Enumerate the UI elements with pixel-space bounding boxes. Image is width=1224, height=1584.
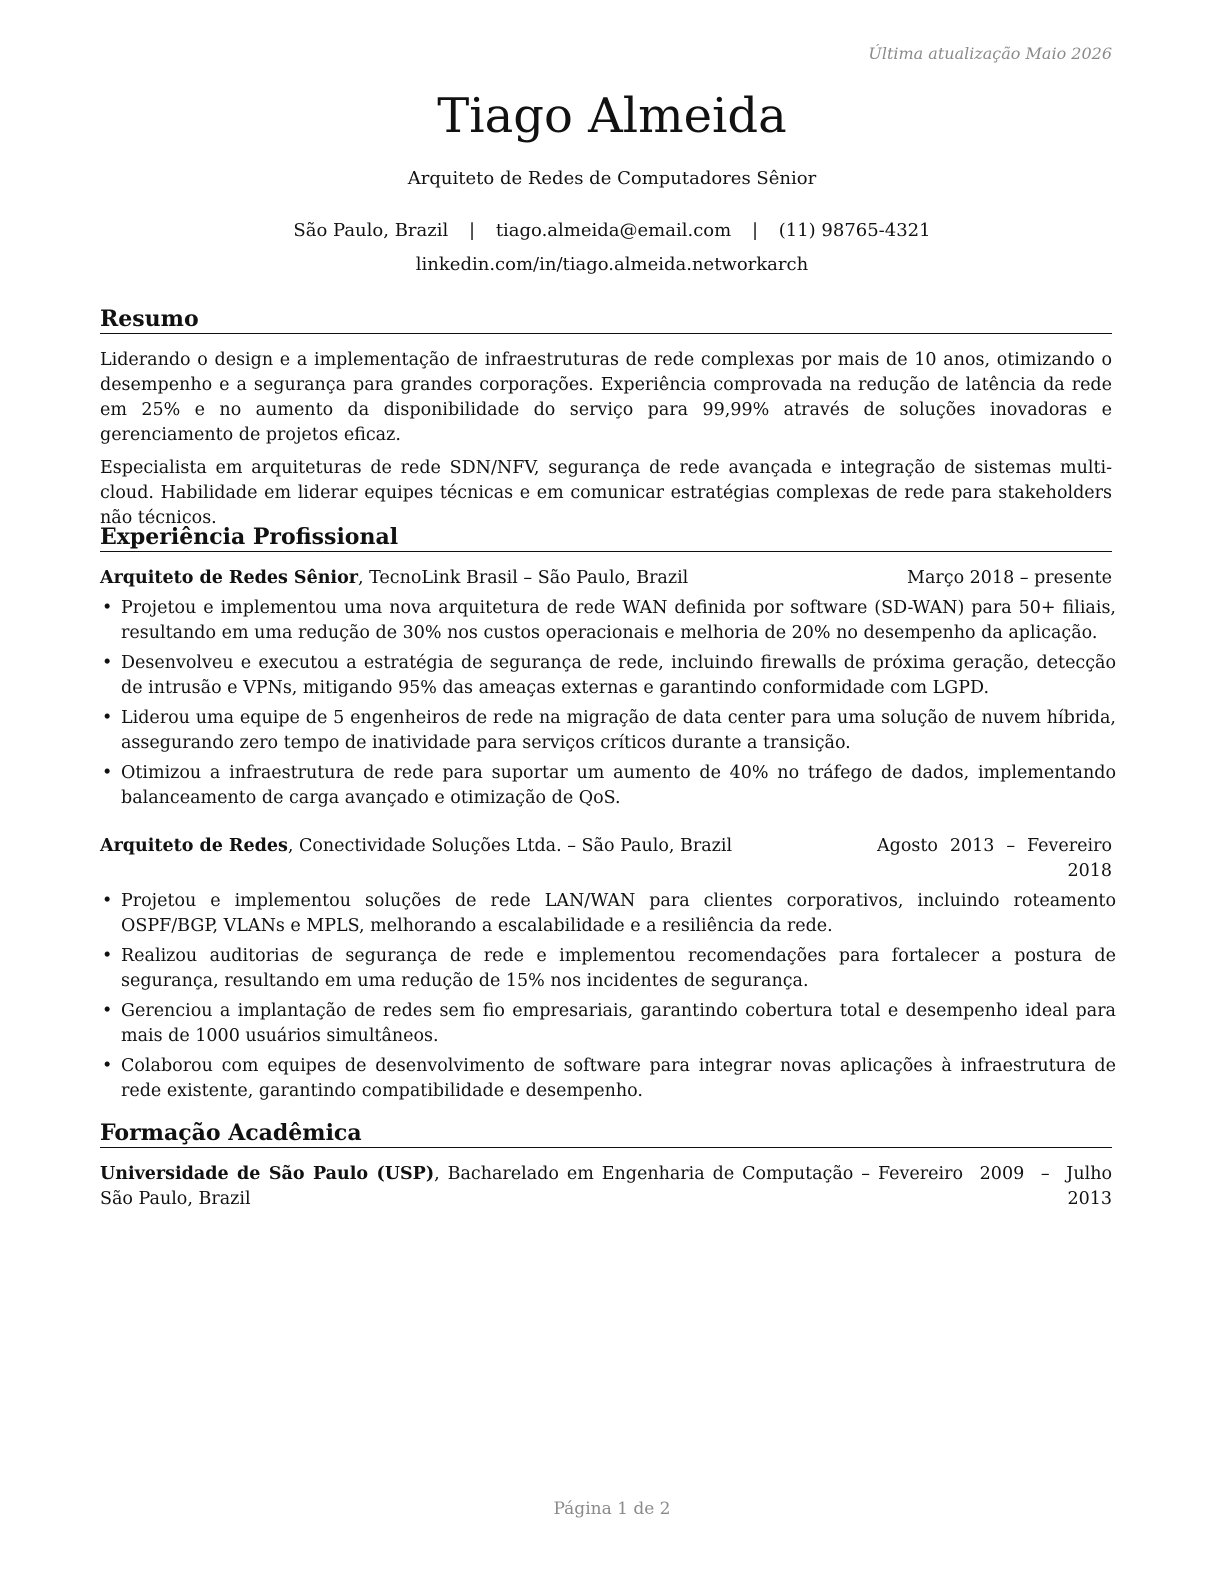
job-org: , TecnoLink Brasil – São Paulo, Brazil: [357, 568, 689, 588]
job-role: Arquiteto de Redes Sênior: [100, 568, 358, 588]
job-bullets: [100, 889, 1116, 1104]
job-dates: Março 2018 – presente: [907, 568, 1112, 588]
job-header: [100, 566, 1112, 591]
last-updated: Última atualização Maio 2026: [868, 44, 1112, 63]
degree: , Bacharelado em Engenharia de Computação – São Paulo, Brazil: [100, 1164, 870, 1209]
email-link[interactable]: tiago.almeida@email.com: [495, 220, 732, 241]
summary-paragraph: Especialista em arquiteturas de rede SDN/NFV, segurança de rede avançada e integração de sistemas multi-cloud. Habilidade em liderar equipes técnicas e em comunicar estratégias complexas de rede para stakeholders não técnicos.: [100, 458, 1112, 528]
list-item: • Realizou auditorias de segurança de rede e implementou recomendações para fortalecer a postura de segurança, resultando em uma redução de 15% nos incidentes de segurança.: [100, 944, 1116, 994]
job-role: Arquiteto de Redes: [100, 836, 288, 856]
page-number: Página 1 de 2: [553, 1499, 671, 1519]
list-item: • Colaborou com equipes de desenvolvimento de software para integrar novas aplicações à infraestrutura de rede existente, garantindo compatibilidade e desempenho.: [100, 1054, 1116, 1104]
list-item: • Projetou e implementou uma nova arquitetura de rede WAN definida por software (SD-WAN) para 50+ filiais, resultando em uma redução de 30% nos custos operacionais e melhoria de 20% no desempenho da aplicação.: [100, 596, 1116, 646]
education-entry: [100, 1162, 1112, 1212]
summary-paragraph: Liderando o design e a implementação de infraestruturas de rede complexas por mais de 10 anos, otimizando o desempenho e a segurança para grandes corporações. Experiência comprovada na redução de latência da rede em 25% e no aumento da disponibilidade do serviço para 99,99% através de soluções inovadoras e gerenciamento de projetos eficaz.: [100, 350, 1112, 445]
list-item: • Liderou uma equipe de 5 engenheiros de rede na migração de data center para uma solução de nuvem híbrida, assegurando zero tempo de inatividade para serviços críticos durante a transição.: [100, 706, 1116, 756]
job-org: , Conectividade Soluções Ltda. – São Paulo, Brazil: [287, 836, 733, 856]
summary-section: [100, 305, 1112, 531]
section-title: Formação Acadêmica: [100, 1119, 1112, 1148]
job-dates: Agosto 2013 – Fevereiro 2018: [877, 836, 1112, 881]
section-title: Resumo: [100, 305, 1112, 334]
list-item: • Gerenciou a implantação de redes sem fio empresariais, garantindo cobertura total e desempenho ideal para mais de 1000 usuários simultâneos.: [100, 999, 1116, 1049]
location: São Paulo, Brazil: [293, 220, 449, 241]
job-title-line: [100, 834, 732, 859]
contact-line: [0, 219, 1224, 243]
education-section: [100, 1119, 1112, 1212]
job-header: [100, 834, 1112, 884]
list-item: • Desenvolveu e executou a estratégia de segurança de rede, incluindo firewalls de próxima geração, detecção de intrusão e VPNs, mitigando 95% das ameaças externas e garantindo conformidade com LGPD.: [100, 651, 1116, 701]
candidate-title: Arquiteto de Redes de Computadores Sênior: [407, 168, 817, 189]
list-item: • Projetou e implementou soluções de rede LAN/WAN para clientes corporativos, incluindo roteamento OSPF/BGP, VLANs e MPLS, melhorando a escalabilidade e a resiliência da rede.: [100, 889, 1116, 939]
job-bullets: [100, 596, 1116, 811]
separator: |: [751, 220, 759, 241]
candidate-name: Tiago Almeida: [437, 88, 787, 144]
section-title: Experiência Profissional: [100, 523, 1112, 552]
school-name: Universidade de São Paulo (USP): [100, 1164, 435, 1184]
experience-section: [100, 523, 1116, 1104]
separator: |: [469, 220, 476, 241]
job-title-line: [100, 566, 688, 591]
phone: (11) 98765-4321: [778, 220, 931, 241]
education-dates: Fevereiro 2009 – Julho 2013: [878, 1164, 1112, 1209]
linkedin-link[interactable]: linkedin.com/in/tiago.almeida.networkarch: [415, 254, 809, 275]
education-title-line: [100, 1162, 870, 1212]
list-item: • Otimizou a infraestrutura de rede para suportar um aumento de 40% no tráfego de dados, implementando balanceamento de carga avançado e otimização de QoS.: [100, 761, 1116, 811]
